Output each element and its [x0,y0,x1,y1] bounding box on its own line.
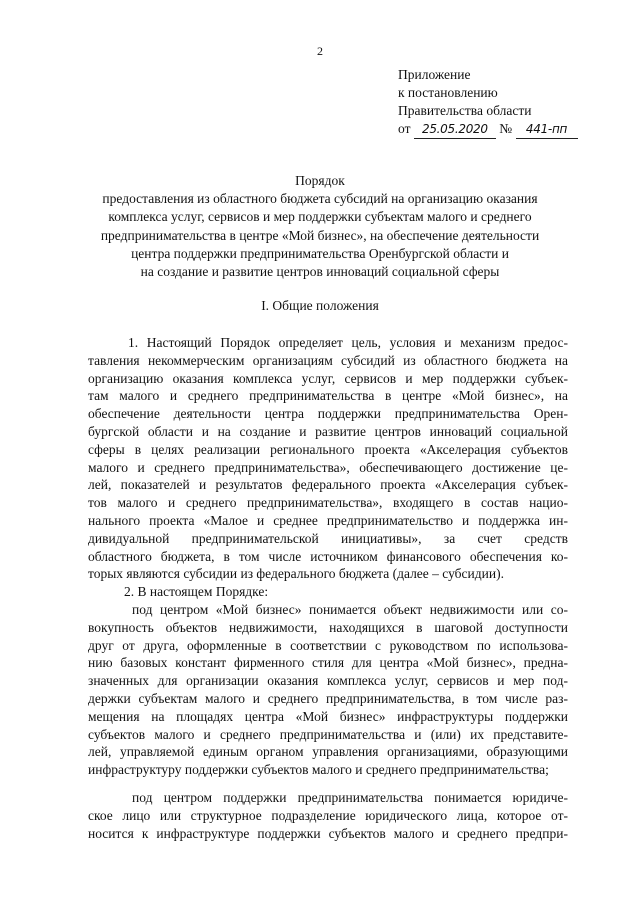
from-label: от [398,121,411,136]
text-line: нального проекта «Малое и среднее предпринимательство и поддержка ин- [88,512,568,528]
text-line: тавления некоммерческим организациям субсидий из областного бюджета на [88,352,568,368]
number-label: № [499,121,513,136]
text-line: ское лицо или структурное подразделение юридического лица, которое от- [88,807,568,823]
page-number: 2 [317,44,323,58]
title-line: комплекса услуг, сервисов и мер поддержки субъектам малого и среднего [108,209,532,225]
title-heading: Порядок [295,173,345,188]
text-line: тов малого и среднего предпринимательства», входящего в состав нацио- [88,495,568,511]
text-line: нию базовых констант фирменного стиля для центра «Мой бизнес», предна- [88,655,568,671]
text-line: областного бюджета, в том числе источником финансового обеспечения ко- [88,548,568,564]
text-line: 1. Настоящий Порядок определяет цель, условия и механизм предос- [128,335,568,350]
text-line: под центром поддержки предпринимательства понимается юридиче- [132,789,568,805]
appendix-line-2: к постановлению [398,85,498,100]
section-heading: I. Общие положения [261,298,379,313]
text-line: лей, управляемой единым органом управления организациями, образующими [88,744,568,760]
appendix-line-3: Правительства области [398,103,532,118]
text-line: инфраструктуру поддержки субъектов малого и среднего предпринимательства; [88,762,549,778]
paragraph-2: 2. В настоящем Порядке: [124,584,269,600]
appendix-date-line [398,120,578,139]
text-line: носится к инфраструктуре поддержки субъектов малого и среднего предпри- [88,825,568,841]
paragraph-4 [88,789,568,842]
title-line: центра поддержки предпринимательства Оренбургской области и [131,245,509,261]
text-line: держки субъектам малого и среднего предпринимательства, в том числе раз- [88,690,568,706]
appendix-block [398,66,578,139]
text-line: под центром «Мой бизнес» понимается объект недвижимости или со- [132,601,568,617]
text-line: торых являются субсидии из федерального бюджета (далее – субсидии). [88,566,504,582]
text-line: сферы в целях реализации регионального проекта «Акселерация субъектов [88,441,568,457]
body-text [88,334,568,842]
handwritten-date: 25.05.2020 [414,120,496,139]
paragraph-1 [88,334,568,583]
text-line: вокупность объектов недвижимости, находящихся в шаговой доступности [88,619,568,635]
appendix-line-1: Приложение [398,67,471,82]
text-line: субъектов малого и среднего предпринимательства и (или) их представите- [88,726,568,742]
title-line: предпринимательства в центре «Мой бизнес», на обеспечение деятельности [100,227,540,243]
text-line: лей, показателей и результатов федерального проекта «Акселерация субъек- [88,477,568,493]
text-line: там малого и среднего предпринимательства в центре «Мой бизнес», на [88,388,568,404]
text-line: обеспечение деятельности центра поддержки предпринимательства Орен- [88,406,568,422]
text-line: мещения на площадях центра «Мой бизнес» инфраструктуры поддержки [88,708,568,724]
paragraph-3 [88,601,568,779]
text-line: малого и среднего предпринимательства», обеспечивающего достижение це- [88,459,568,475]
title-line: предоставления из областного бюджета субсидий на организацию оказания [102,191,538,207]
handwritten-number: 441-пп [516,120,578,139]
text-line: значенных для организации оказания комплекса услуг, сервисов и мер под- [88,673,568,689]
text-line: организацию оказания комплекса услуг, сервисов и мер поддержки субъек- [88,370,568,386]
text-line: бургской области и на создание и развитие центров инноваций социальной [88,423,568,439]
text-line: дивидуальной предпринимательской инициативы», за счет средств [88,530,568,546]
document-title [70,172,570,281]
text-line: друг от друга, оформленные в соответствии с руководством по использова- [88,637,568,653]
title-line: на создание и развитие центров инноваций социальной сферы [140,264,500,280]
